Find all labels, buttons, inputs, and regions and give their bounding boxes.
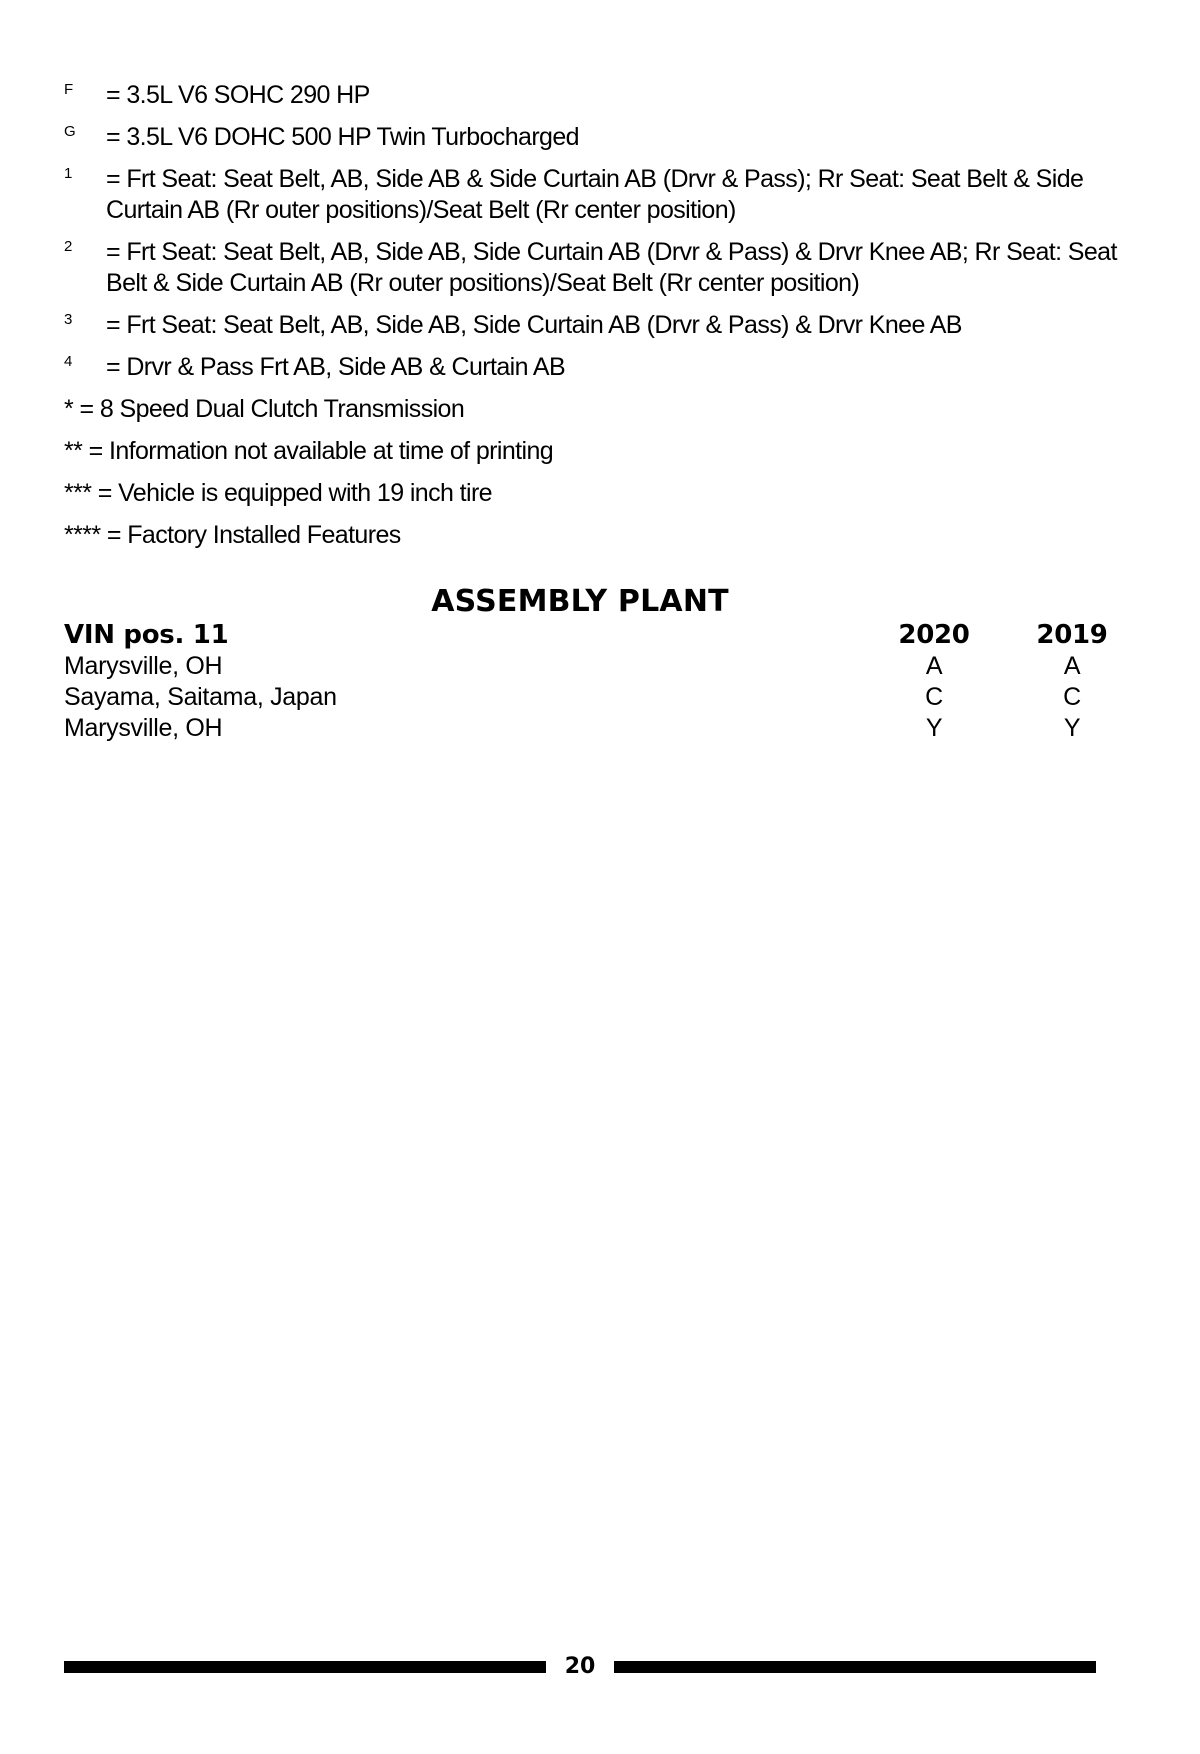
footnote-symbol: *: [64, 395, 74, 423]
footnote-text: = 8 Speed Dual Clutch Transmission: [79, 395, 465, 423]
footnote-2: [64, 237, 1124, 299]
plant-code-year2: C: [1063, 683, 1081, 711]
plant-code-year2: A: [1063, 652, 1081, 680]
header-label: VIN pos. 11: [64, 620, 229, 650]
table-row: [64, 682, 1081, 713]
footnote-1: [64, 164, 1124, 226]
plant-code-year1: C: [925, 683, 943, 711]
footnote-symbol: 4: [64, 353, 72, 370]
footnote-text: = Frt Seat: Seat Belt, AB, Side AB, Side Curtain AB (Drvr & Pass) & Drvr Knee AB: [106, 311, 962, 339]
footnote-text: = Information not available at time of printing: [88, 437, 554, 465]
footnote-asterisk-2: [64, 436, 1124, 467]
footnote-text: = 3.5L V6 DOHC 500 HP Twin Turbocharged: [106, 123, 579, 151]
footnotes-list: [64, 80, 1124, 562]
footnote-3: [64, 310, 1124, 341]
footnote-asterisk-4: [64, 520, 1124, 551]
plant-code-year2: Y: [1063, 714, 1081, 742]
plant-code-year1: A: [925, 652, 943, 680]
footnote-symbol: 1: [64, 165, 72, 182]
table-row: [64, 713, 1081, 744]
plant-name: Marysville, OH: [64, 652, 223, 680]
footnote-symbol: ***: [64, 479, 92, 507]
table-header: [64, 620, 1108, 651]
footnote-g: [64, 122, 1124, 153]
footnote-f: [64, 80, 1124, 111]
assembly-plant-table: [64, 620, 1108, 744]
footnote-text: = Vehicle is equipped with 19 inch tire: [97, 479, 492, 507]
footnote-text: = Frt Seat: Seat Belt, AB, Side AB, Side Curtain AB (Drvr & Pass) & Drvr Knee AB; Rr Seat: Seat Belt & Side Curtain AB (Rr outer positions)/Seat Belt (Rr center position): [106, 238, 1117, 297]
header-year2: 2019: [1036, 620, 1108, 650]
footnote-text: = Drvr & Pass Frt AB, Side AB & Curtain AB: [106, 353, 566, 381]
footnote-symbol: F: [64, 81, 73, 98]
footnote-text: = 3.5L V6 SOHC 290 HP: [106, 81, 370, 109]
table-row: [64, 651, 1081, 682]
footnote-asterisk-3: [64, 478, 1124, 509]
section-title: ASSEMBLY PLANT: [431, 584, 729, 619]
page-number: 20: [564, 1654, 596, 1679]
footnote-text: = Factory Installed Features: [106, 521, 401, 549]
plant-name: Marysville, OH: [64, 714, 223, 742]
footnote-text: = Frt Seat: Seat Belt, AB, Side AB & Side Curtain AB (Drvr & Pass); Rr Seat: Seat Belt & Side Curtain AB (Rr outer positions)/Seat Belt (Rr center position): [106, 165, 1084, 224]
footnote-asterisk-1: [64, 394, 1124, 425]
footnote-symbol: G: [64, 123, 76, 140]
footer-rule-left: [64, 1661, 546, 1673]
footnote-symbol: 2: [64, 238, 72, 255]
footnote-symbol: ****: [64, 521, 101, 549]
footnote-symbol: **: [64, 437, 83, 465]
plant-name: Sayama, Saitama, Japan: [64, 683, 337, 711]
footnote-symbol: 3: [64, 311, 72, 328]
footnote-4: [64, 352, 1124, 383]
footer-rule-right: [614, 1661, 1096, 1673]
plant-code-year1: Y: [925, 714, 943, 742]
header-year1: 2020: [898, 620, 970, 650]
